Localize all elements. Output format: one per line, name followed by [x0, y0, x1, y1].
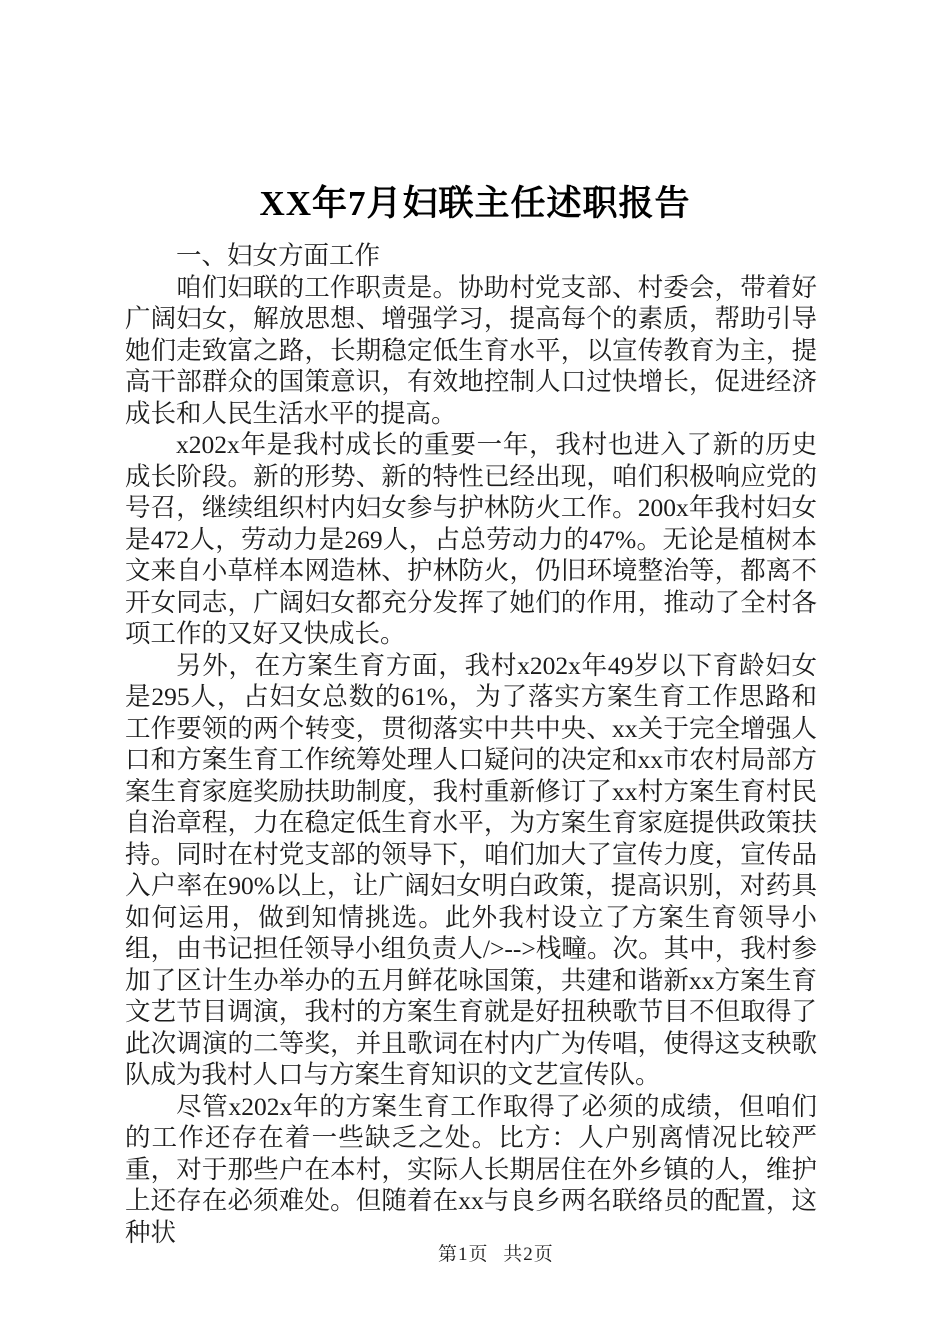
page-title: XX年7月妇联主任述职报告 — [259, 184, 691, 223]
page-count: 共2页 — [503, 1244, 554, 1265]
section-heading: 一、妇女方面工作 — [176, 241, 381, 270]
page-footer — [438, 1243, 554, 1267]
document-body — [125, 240, 817, 1248]
page-number: 第1页 — [438, 1244, 489, 1265]
paragraph: 咱们妇联的工作职责是。协助村党支部、村委会，带着好广阔妇女，解放思想、增强学习，提高每个的素质，帮助引导她们走致富之路，长期稳定低生育水平，以宣传教育为主，提高干部群众的国策意识，有效地控制人口过快增长，促进经济成长和人民生活水平的提高。 — [125, 272, 817, 428]
paragraph: 尽管x202x年的方案生育工作取得了必须的成绩，但咱们的工作还存在着一些缺乏之处。比方：人户别离情况比较严重，对于那些户在本村，实际人长期居住在外乡镇的人，维护上还存在必须难处。但随着在xx与良乡两名联络员的配置，这种状 — [125, 1091, 817, 1247]
paragraph: x202x年是我村成长的重要一年，我村也进入了新的历史成长阶段。新的形势、新的特性已经出现，咱们积极响应党的号召，继续组织村内妇女参与护林防火工作。200x年我村妇女是472人，劳动力是269人，占总劳动力的47%。无论是植树本文来自小草样本网造林、护林防火，仍旧环境整治等，都离不开女同志，广阔妇女都充分发挥了她们的作用，推动了全村各项工作的又好又快成长。 — [125, 430, 817, 648]
paragraph: 另外，在方案生育方面，我村x202x年49岁以下育龄妇女是295人，占妇女总数的61%，为了落实方案生育工作思路和工作要领的两个转变，贯彻落实中共中央、xx关于完全增强人口和方案生育工作统筹处理人口疑问的决定和xx市农村局部方案生育家庭奖励扶助制度，我村重新修订了xx村方案生育村民自治章程，力在稳定低生育水平，为方案生育家庭提供政策扶持。同时在村党支部的领导下，咱们加大了宣传力度，宣传品入户率在90%以上，让广阔妇女明白政策，提高识别，对药具如何运用，做到知情挑选。此外我村设立了方案生育领导小组，由书记担任领导小组负责人/>-->栈疃。次。其中，我村参加了区计生办举办的五月鲜花咏国策，共建和谐新xx方案生育文艺节目调演，我村的方案生育就是好扭秧歌节目不但取得了此次调演的二等奖，并且歌词在村内广为传唱，使得这支秧歌队成为我村人口与方案生育知识的文艺宣传队。 — [125, 650, 817, 1089]
